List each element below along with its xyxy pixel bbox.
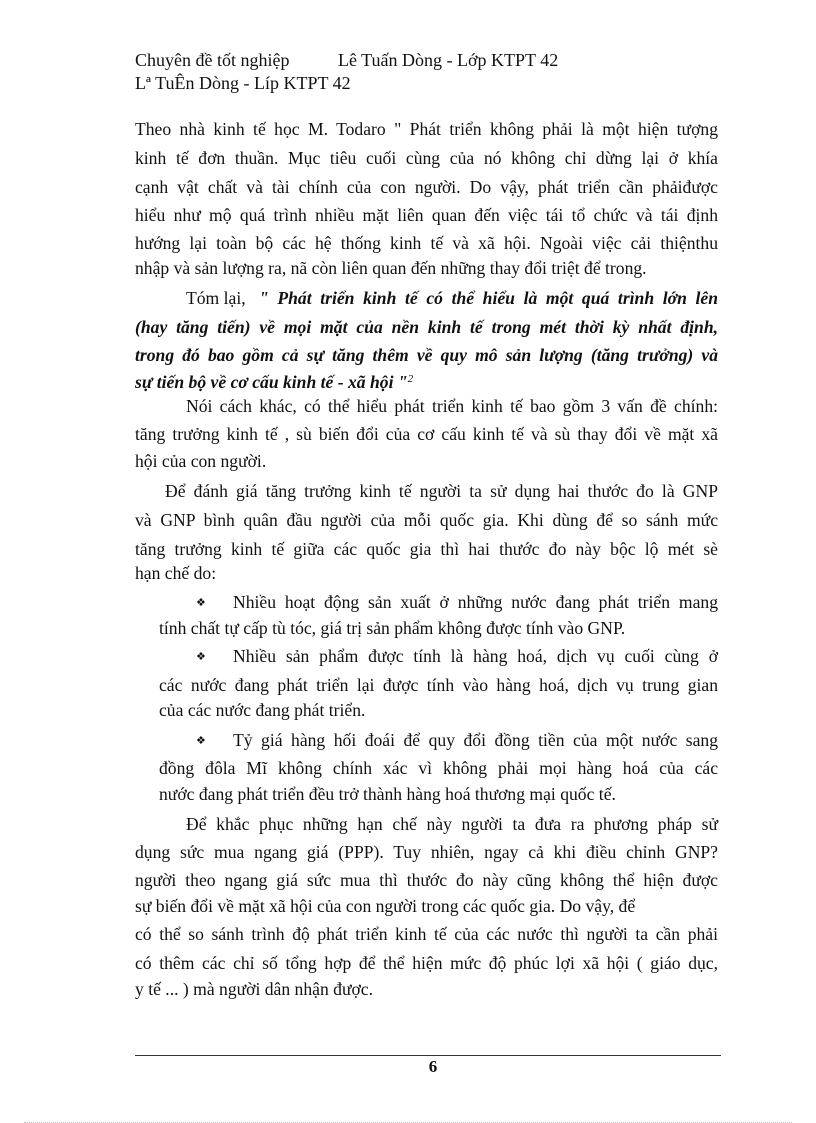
bullet-text: Tỷ giá hàng hối đoái để quy đổi đồng tiền của một nước sang: [233, 730, 718, 750]
text-line: tăng trưởng kinh tế giữa các quốc gia thì hai thước đo này bộc lộ mét sè: [135, 539, 718, 559]
bullet-icon: ❖: [196, 597, 206, 609]
summary-line: " Phát triển kinh tế có thể hiểu là một quá trình lớn lên: [259, 288, 718, 308]
header-author-garbled: Lª TuÊn Dòng - Líp KTPT 42: [135, 73, 351, 93]
bullet-text: đồng đôla Mĩ không chính xác vì không phải mọi hàng hoá của các: [159, 758, 718, 778]
text-line: Để khắc phục những hạn chế này người ta đưa ra phương pháp sử: [186, 814, 718, 834]
bullet-icon: ❖: [196, 651, 206, 663]
text-line: có thêm các chỉ số tổng hợp để thể hiện mức độ phúc lợi xã hội ( giáo dục,: [135, 953, 718, 973]
bullet-icon: ❖: [196, 735, 206, 747]
summary-line: (hay tăng tiến) về mọi mặt của nền kinh tế trong mét thời kỳ nhất định,: [135, 317, 718, 337]
header-author: Lê Tuấn Dòng - Lớp KTPT 42: [338, 50, 559, 70]
text-line: Nói cách khác, có thể hiểu phát triển kinh tế bao gồm 3 vấn đề chính:: [186, 396, 718, 416]
bullet-text: nước đang phát triển đều trở thành hàng hoá thương mại quốc tế.: [159, 784, 616, 804]
bullet-text: Nhiều sản phẩm được tính là hàng hoá, dịch vụ cuối cùng ở: [233, 646, 718, 666]
text-line: và GNP bình quân đầu người của mỗi quốc gia. Khi dùng để so sánh mức: [135, 510, 718, 530]
text-line: người theo ngang giá sức mua thì thước đo này cũng không thể hiện được: [135, 870, 718, 890]
bullet-text: tính chất tự cấp tù tóc, giá trị sản phẩm không được tính vào GNP.: [159, 618, 626, 638]
summary-lead: Tóm lại,: [186, 288, 246, 308]
text-line: dụng sức mua ngang giá (PPP). Tuy nhiên, ngay cả khi điều chỉnh GNP?: [135, 842, 718, 862]
text-line: hội của con người.: [135, 451, 267, 471]
footer-rule: [135, 1055, 721, 1056]
bullet-text: của các nước đang phát triển.: [159, 700, 366, 720]
text-line: y tế ... ) mà người dân nhận được.: [135, 979, 373, 999]
text-line: hướng lại toàn bộ các hệ thống kinh tế và xã hội. Ngoài việc cải thiệnthu: [135, 233, 718, 253]
page-number: 6: [428, 1057, 438, 1076]
summary-text: sự tiến bộ về cơ cấu kinh tế - xã hội ": [135, 372, 408, 392]
footnote-marker: 2: [407, 373, 414, 385]
header-title: Chuyên đề tốt nghiệp: [135, 50, 290, 70]
text-line: hiểu như mộ quá trình nhiều mặt liên quan đến việc tái tổ chức và tái định: [135, 205, 718, 225]
text-line: tăng trưởng kinh tế , sù biến đổi của cơ cấu kinh tế và sù thay đổi về mặt xã: [135, 424, 718, 444]
text-line: kinh tế đơn thuần. Mục tiêu cuối cùng của nó không chỉ dừng lại ở khía: [135, 148, 718, 168]
text-line: Để đánh giá tăng trưởng kinh tế người ta sử dụng hai thước đo là GNP: [165, 481, 718, 501]
text-line: hạn chế do:: [135, 563, 217, 583]
bullet-text: các nước đang phát triển lại được tính vào hàng hoá, dịch vụ trung gian: [159, 675, 718, 695]
bullet-text: Nhiều hoạt động sản xuất ở những nước đang phát triển mang: [233, 592, 718, 612]
text-line: nhập và sản lượng ra, nã còn liên quan đến những thay đổi triệt để trong.: [135, 258, 647, 278]
text-line: có thể so sánh trình độ phát triển kinh tế của các nước thì người ta cần phải: [135, 924, 718, 944]
summary-line-last: [135, 369, 413, 392]
summary-line: trong đó bao gồm cả sự tăng thêm về quy mô sản lượng (tăng trưởng) và: [135, 345, 718, 365]
text-line: Theo nhà kinh tế học M. Todaro " Phát triển không phải là một hiện tượng: [135, 119, 718, 139]
text-line: cạnh vật chất và tài chính của con người. Do vậy, phát triển cần phảiđược: [135, 177, 718, 197]
text-line: sự biến đổi về mặt xã hội của con người trong các quốc gia. Do vậy, để: [135, 896, 636, 916]
